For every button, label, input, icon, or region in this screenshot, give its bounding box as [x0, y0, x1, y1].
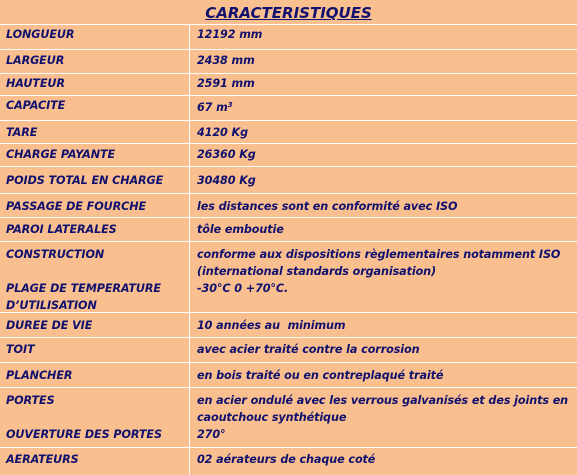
spec-value — [197, 97, 571, 116]
spec-label: PLAGE DE TEMPERATURE D’UTILISATION — [6, 282, 161, 312]
spec-row-toit — [0, 338, 577, 363]
spec-label: DUREE DE VIE — [6, 319, 93, 332]
spec-value: en bois traité ou en contreplaqué traité — [197, 369, 444, 382]
spec-value: 270° — [197, 428, 226, 441]
spec-label: AERATEURS — [6, 453, 79, 466]
spec-value: 4120 Kg — [197, 126, 249, 139]
spec-label: POIDS TOTAL EN CHARGE — [6, 174, 164, 187]
spec-value: les distances sont en conformité avec ISO — [197, 200, 458, 213]
spec-label: LARGEUR — [6, 54, 65, 67]
spec-row-aerateurs — [0, 448, 577, 475]
spec-value: 10 années au minimum — [197, 319, 346, 332]
spec-value: 2438 mm — [197, 54, 255, 67]
spec-value: 26360 Kg — [197, 148, 256, 161]
spec-value: 02 aérateurs de chaque coté — [197, 453, 376, 466]
spec-label: PASSAGE DE FOURCHE — [6, 200, 147, 213]
spec-label: CAPACITE — [6, 99, 66, 112]
spec-row-duree-de-vie — [0, 312, 577, 338]
spec-label: TARE — [6, 126, 38, 139]
spec-row-poids-total — [0, 167, 577, 194]
spec-row-largeur — [0, 50, 577, 74]
spec-row-longueur — [0, 25, 577, 50]
spec-value: avec acier traité contre la corrosion — [197, 343, 420, 356]
spec-row-construction — [0, 242, 577, 312]
sheet-title: CARACTERISTIQUES — [0, 0, 577, 25]
spec-value: tôle emboutie — [197, 223, 284, 236]
spec-row-capacite — [0, 96, 577, 121]
spec-value-text: 67 m — [197, 101, 228, 114]
spec-value: en acier ondulé avec les verrous galvanisés et des joints en caoutchouc synthétique — [197, 394, 569, 424]
spec-row-charge-payante — [0, 144, 577, 167]
spec-label: PAROI LATERALES — [6, 223, 117, 236]
spec-value: 12192 mm — [197, 28, 263, 41]
spec-row-plancher — [0, 363, 577, 388]
spec-label: LONGUEUR — [6, 28, 75, 41]
spec-label: HAUTEUR — [6, 77, 65, 90]
spec-value: -30°C 0 +70°C. — [197, 282, 289, 295]
spec-row-hauteur — [0, 74, 577, 96]
spec-row-paroi-laterales — [0, 218, 577, 242]
spec-value: 2591 mm — [197, 77, 255, 90]
spec-row-passage-fourche — [0, 194, 577, 218]
spec-value: conforme aux dispositions règlementaires notamment ISO (international standards organisation) — [197, 248, 561, 278]
spec-row-tare — [0, 121, 577, 144]
spec-row-portes — [0, 388, 577, 448]
spec-label: CONSTRUCTION — [6, 248, 105, 261]
spec-label: OUVERTURE DES PORTES — [6, 428, 162, 441]
spec-label: PORTES — [6, 394, 55, 407]
spec-value: 30480 Kg — [197, 174, 256, 187]
spec-label: TOIT — [6, 343, 35, 356]
spec-label: PLANCHER — [6, 369, 73, 382]
unit-superscript: 3 — [227, 101, 233, 109]
spec-label: CHARGE PAYANTE — [6, 148, 116, 161]
